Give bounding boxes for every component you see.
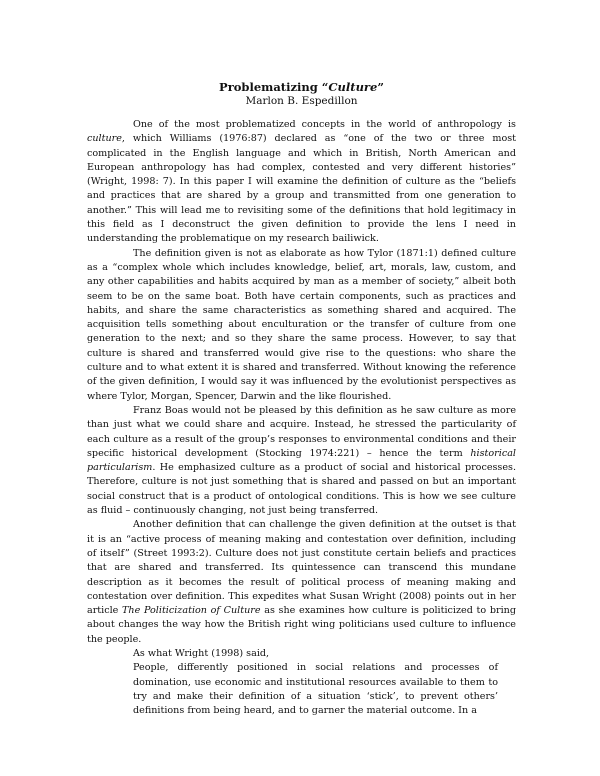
p4-text-a: Another definition that can challenge the given definition at the outset is that it is an “active process of meaning making and contestation over definition, including of itself” (Street 1993:2). Culture does not just constitute certain beliefs and practices that are shared and transferred. Its quintessence can transcend this mundane description as it becomes the result of political process of meaning making and contestation over definition. This expedites what Susan Wright (2008) points out in her article	[87, 519, 516, 617]
paragraph-3	[87, 404, 516, 518]
paragraph-4	[87, 518, 516, 647]
p1-text-a: One of the most problematized concepts in the world of anthropology is	[133, 119, 516, 130]
author-name: Marlon B. Espedillon	[245, 95, 358, 107]
p4-text-c: as she examines how culture is politicized to bring about changes the way how the British right wing politicians used culture to influence the people.	[87, 605, 516, 645]
p1-italic: culture	[87, 133, 122, 145]
paragraph-1	[87, 118, 516, 247]
p3-text-a: Franz Boas would not be pleased by this definition as he saw culture as more than just what we could share and acquire. Instead, he stressed the particularity of each culture as a result of the group’s responses to environmental conditions and their specific historical development (Stocking 1974:221) – hence the term	[87, 404, 516, 459]
paragraph-5: As what Wright (1998) said,	[133, 647, 270, 659]
paragraph-2: The definition given is not as elaborate as how Tylor (1871:1) defined culture as a “complex whole which includes knowledge, belief, art, morals, law, custom, and any other capabilities and habits acquired by man as a member of society,” albeit both seem to be on the same boat. Both have certain components, such as practices and habits, and share the same characteristics as something shared and acquired. The acquisition tells something about enculturation or the transfer of culture from one generation to the next; and so they share the same process. However, to say that culture is shared and transferred would give rise to the questions: who share the culture and to what extent it is shared and transferred. Without knowing the reference of the given definition, I would say it was influenced by the evolutionist perspectives as where Tylor, Morgan, Spencer, Darwin and the like flourished.	[87, 247, 516, 402]
p4-italic: The Politicization of Culture	[122, 605, 261, 617]
p3-text-c: . He emphasized culture as a product of social and historical processes. Therefore, culture is not just something that is shared and passed on but an important social construct that is a product of ontological conditions. This is how we see culture as fluid – continuously changing, not just being transferred.	[87, 462, 516, 517]
block-quote: People, differently positioned in social relations and processes of domination, use economic and institutional resources available to them to try and make their definition of a situation ‘stick’, to prevent others’ definitions from being heard, and to garner the material outcome. In a	[133, 662, 498, 717]
title-prefix: Problematizing “	[219, 80, 329, 94]
title-italic: Culture	[328, 80, 378, 94]
p1-text-c: , which Williams (1976:87) declared as “one of the two or three most complicated in the English language and which in British, North American and European anthropology has had complex, contested and very different histories” (Wright, 1998: 7). In this paper I will examine the definition of culture as the “beliefs and practices that are shared by a group and transmitted from one generation to another.” This will lead me to revisiting some of the definitions that hold legitimacy in this field as I deconstruct the given definition to provide the lens I need in understanding the problematique on my research bailiwick.	[87, 133, 516, 245]
p3-italic: historical particularism	[87, 447, 516, 474]
paper-title	[87, 80, 516, 94]
title-suffix: ”	[377, 80, 384, 94]
